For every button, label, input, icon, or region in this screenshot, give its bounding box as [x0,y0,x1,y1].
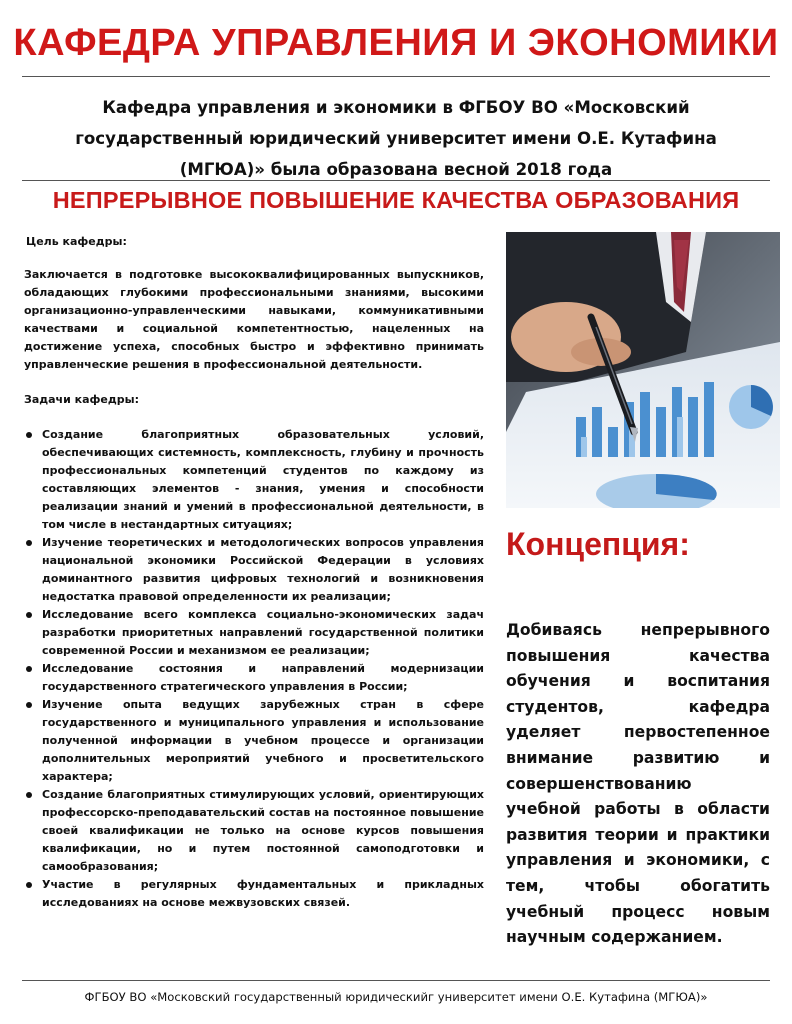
task-text: Создание благоприятных стимулирующих условий, ориентирующих профессорско-преподавательский состав на постоянное повышение своей квалификации не только на основе курсов повышения квалификации, но и путем постоянной самоподготовки и самообразования; [42,788,484,873]
subtitle-divider [22,180,770,181]
bullet-icon [26,666,32,672]
task-text: Изучение теоретических и методологических вопросов управления национальной экономики Российской Федерации в условиях доминантного развития цифровых технологий и возникновения недостатка правовой определенности их реализации; [42,536,484,603]
list-item [24,876,484,912]
task-text: Создание благоприятных образовательных условий, обеспечивающих системность, комплексность, глубину и прочность профессиональных компетенций студентов по каждому из составляющих элементов - знания, умения и способности реализации знаний и умений в профессиональной деятельности, в том числе в нестандартных ситуациях; [42,428,484,531]
goal-text: Заключается в подготовке высококвалифицированных выпускников, обладающих глубокими профессиональными знаниями, высокими организационно-управленческими навыками, коммуникативными качествами и социальной компетентностью, нацеленных на достижение успеха, способных быстро и эффективно принимать управленческие решения в профессиональной деятельности. [24,268,484,371]
left-column [24,233,484,912]
goal-label: Цель кафедры: [26,235,127,248]
tasks-label: Задачи кафедры: [24,393,140,406]
business-photo-illustration [506,232,780,508]
tasks-list [24,426,484,912]
list-item [24,606,484,660]
task-text: Участие в регулярных фундаментальных и прикладных исследованиях на основе межвузовских связей. [42,878,484,909]
bullet-icon [26,612,32,618]
footer-divider [22,980,770,981]
list-item [24,786,484,876]
concept-title: Концепция: [506,526,690,562]
section-heading: НЕПРЕРЫВНОЕ ПОВЫШЕНИЕ КАЧЕСТВА ОБРАЗОВАНИЯ [52,187,740,213]
page-subtitle: Кафедра управления и экономики в ФГБОУ ВО «Московский государственный юридический университет имени О.Е. Кутафина (МГЮА)» была образована весной 2018 года [75,98,717,179]
bullet-icon [26,792,32,798]
bullet-icon [26,540,32,546]
footer-text: ФГБОУ ВО «Московский государственный юридическийг университет имени О.Е. Кутафина (МГЮА)» [84,990,708,1004]
page-title: КАФЕДРА УПРАВЛЕНИЯ И ЭКОНОМИКИ [13,22,779,64]
bullet-icon [26,432,32,438]
task-text: Исследование всего комплекса социально-экономических задач разработки приоритетных направлений государственной политики современной России и механизмом ее реализации; [42,608,484,657]
business-photo [506,232,780,508]
top-divider [22,76,770,77]
bullet-icon [26,882,32,888]
list-item [24,534,484,606]
task-text: Исследование состояния и направлений модернизации государственного стратегического управления в России; [42,662,484,693]
bullet-icon [26,702,32,708]
concept-text: Добиваясь непрерывного повышения качества обучения и воспитания студентов, кафедра уделяет первостепенное внимание развитию и совершенствованию учебной работы в области развития теории и практики управления и экономики, с тем, чтобы обогатить учебный процесс новым научным содержанием. [506,621,770,947]
list-item [24,696,484,786]
list-item [24,660,484,696]
list-item [24,426,484,534]
task-text: Изучение опыта ведущих зарубежных стран в сфере государственного и муниципального управления и использование полученной информации в учебном процессе и организации дополнительных мероприятий учебного и просветительского характера; [42,698,484,783]
